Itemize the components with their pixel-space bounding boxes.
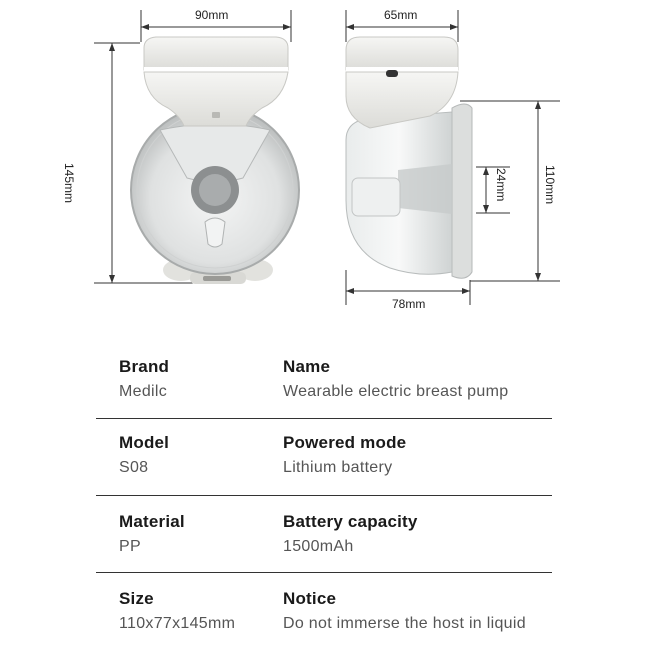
spec-row: [96, 589, 552, 649]
side-height-label: 110mm: [543, 165, 557, 205]
divider: [96, 418, 552, 419]
product-figure: [0, 0, 645, 320]
spec-cell-notice: [283, 589, 526, 633]
spec-value: 1500mAh: [283, 538, 354, 555]
spec-table: [96, 357, 552, 637]
spec-key: Material: [119, 512, 185, 531]
spec-key: Model: [119, 433, 170, 452]
spec-cell-size: [119, 589, 235, 633]
spec-value: 110x77x145mm: [119, 615, 236, 632]
spec-value: Medilc: [119, 383, 168, 400]
spec-key: Notice: [283, 589, 337, 608]
spec-cell-brand: [119, 357, 169, 401]
spec-row: [96, 433, 552, 493]
divider: [96, 572, 552, 573]
spec-key: Name: [283, 357, 331, 376]
spec-cell-powered-mode: [283, 433, 406, 477]
spec-key: Powered mode: [283, 433, 407, 452]
side-view: [346, 10, 560, 305]
spec-cell-name: [283, 357, 508, 401]
divider: [96, 495, 552, 496]
spec-value: S08: [119, 459, 149, 476]
spec-row: [96, 357, 552, 417]
side-width-label: 65mm: [384, 8, 418, 22]
front-height-label: 145mm: [62, 163, 76, 204]
front-width-label: 90mm: [195, 8, 229, 22]
spec-cell-model: [119, 433, 169, 477]
product-dimension-drawing: [0, 0, 645, 320]
spec-row: [96, 512, 552, 572]
spec-cell-material: [119, 512, 185, 556]
spec-value: Wearable electric breast pump: [283, 383, 509, 400]
spec-cell-battery-capacity: [283, 512, 418, 556]
spec-key: Brand: [119, 357, 170, 376]
spec-value: PP: [119, 538, 141, 555]
side-depth-label: 78mm: [392, 297, 426, 311]
nipple-diameter-label: 24mm: [494, 168, 508, 202]
spec-value: Do not immerse the host in liquid: [283, 615, 526, 632]
front-view: [94, 10, 299, 284]
spec-key: Battery capacity: [283, 512, 418, 531]
spec-key: Size: [119, 589, 154, 608]
spec-value: Lithium battery: [283, 459, 393, 476]
